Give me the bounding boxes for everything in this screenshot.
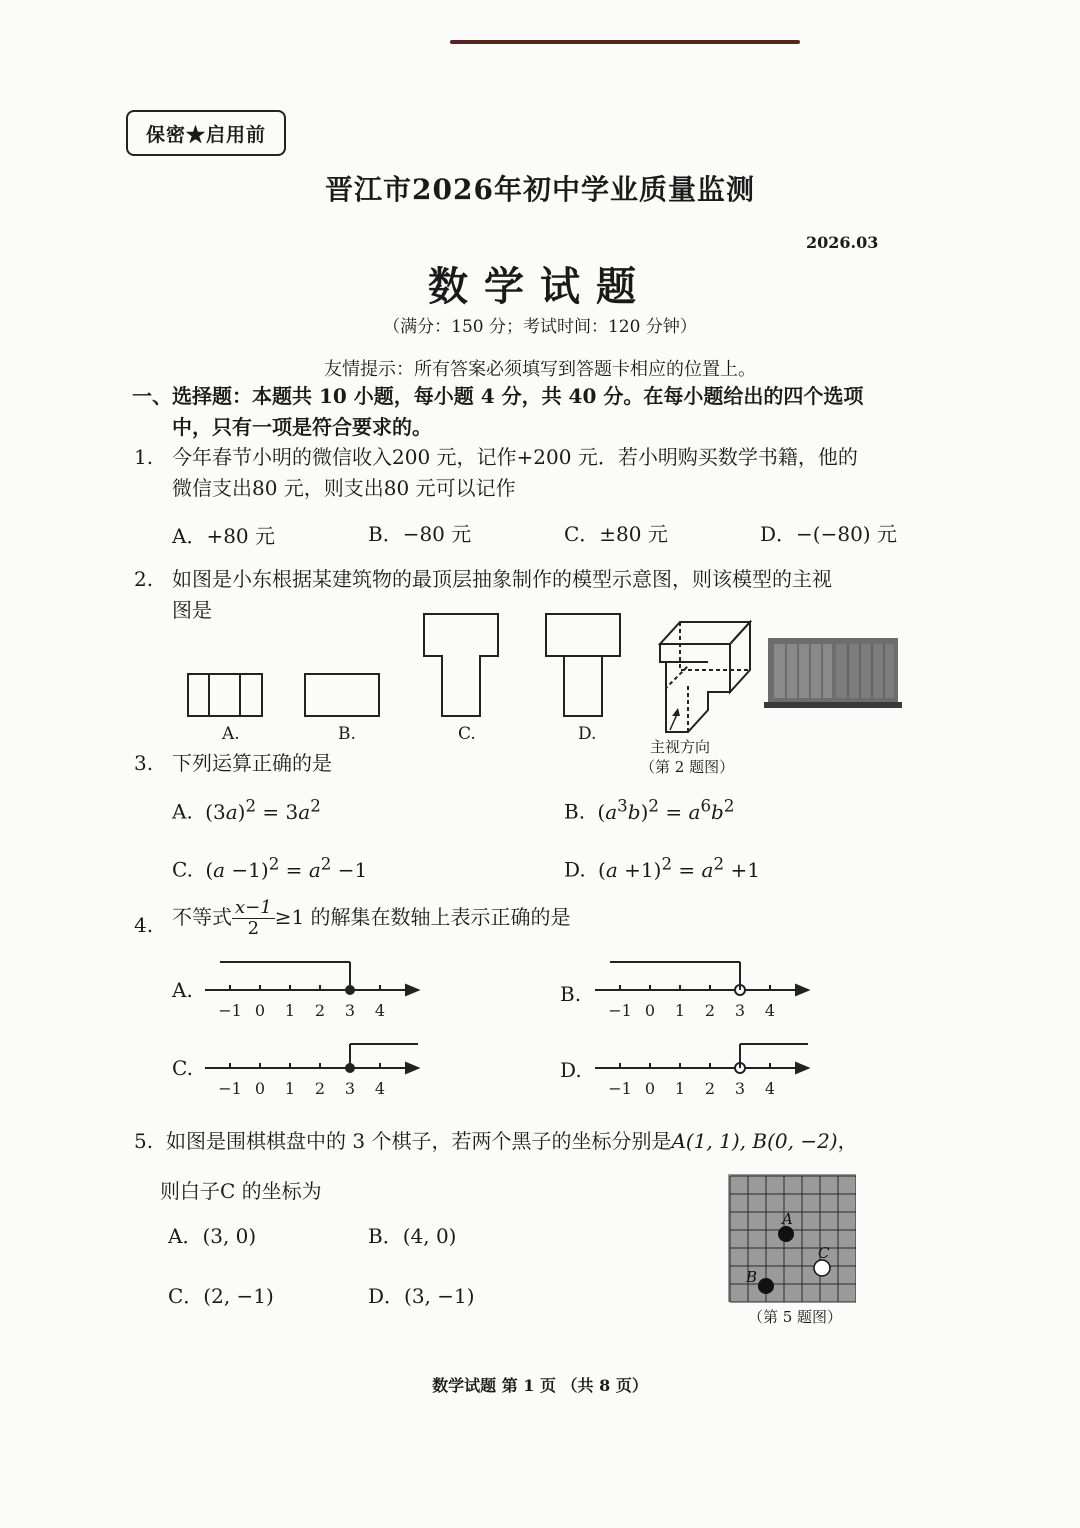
q2-view-direction: 主视方向 bbox=[649, 738, 710, 756]
q1-number: 1. bbox=[134, 445, 154, 469]
tip-text: 友情提示：所有答案必须填写到答题卡相应的位置上。 bbox=[324, 359, 756, 380]
tick-label: 0 bbox=[254, 1079, 266, 1098]
q4-stem-post: ≥1 的解集在数轴上表示正确的是 bbox=[274, 905, 571, 929]
q2-view-a bbox=[188, 674, 262, 716]
q5-stem-post: ， bbox=[837, 1129, 858, 1153]
tick-label: 1 bbox=[284, 1001, 296, 1020]
q2-stem-line2: 图是 bbox=[172, 598, 212, 622]
q3-option-a bbox=[172, 796, 321, 824]
section-heading-line1: 一、选择题：本题共 10 小题，每小题 4 分，共 40 分。在每小题给出的四个选项 bbox=[132, 384, 864, 408]
q4-stem-pre: 不等式 bbox=[172, 905, 232, 929]
tick-label: 4 bbox=[374, 1079, 386, 1098]
q5-stem-line1 bbox=[166, 1126, 936, 1157]
q5-option-a: A．(3, 0) bbox=[168, 1224, 257, 1248]
q5-coordinates: A(1, 1), B(0, −2) bbox=[671, 1129, 838, 1153]
q3-option-c-letter: C. bbox=[172, 857, 193, 882]
tick-label: 0 bbox=[254, 1001, 266, 1020]
tick-label: 4 bbox=[764, 1001, 776, 1020]
label-c: C bbox=[818, 1244, 830, 1262]
q5-caption: （第 5 题图） bbox=[747, 1308, 843, 1326]
q3-option-a-math: $(3a)^2 = 3a^2$ bbox=[205, 796, 321, 824]
q5-stem-line2: 则白子C 的坐标为 bbox=[160, 1179, 322, 1203]
q3-option-d-math: $(a +1)^2 = a^2 +1$ bbox=[598, 854, 760, 882]
q4-numberline-b bbox=[590, 950, 820, 1025]
q3-option-d-letter: D. bbox=[564, 857, 586, 882]
q4-frac-denominator: 2 bbox=[247, 918, 260, 939]
q3-number: 3. bbox=[134, 751, 154, 775]
q4-numberline-a bbox=[200, 950, 430, 1025]
q4-frac-numerator: x−1 bbox=[232, 898, 275, 919]
tick-label: 2 bbox=[314, 1079, 326, 1098]
q2-caption: （第 2 题图） bbox=[640, 758, 735, 776]
tick-label: 3 bbox=[344, 1079, 356, 1098]
q4-option-d-letter: D. bbox=[560, 1058, 582, 1082]
score-info: （满分：150 分；考试时间：120 分钟） bbox=[383, 317, 697, 337]
q1-option-a: A．+80 元 bbox=[172, 524, 276, 548]
tick-label: 3 bbox=[344, 1001, 356, 1020]
q1-option-c: C．±80 元 bbox=[564, 522, 668, 546]
q4-numberline-d bbox=[590, 1028, 820, 1103]
q4-option-c-letter: C. bbox=[172, 1056, 193, 1080]
q4-stem bbox=[172, 898, 571, 939]
tick-label: 1 bbox=[674, 1079, 686, 1098]
black-stone-b bbox=[758, 1278, 774, 1294]
q4-option-b-letter: B. bbox=[560, 982, 582, 1006]
tick-label: −1 bbox=[608, 1001, 632, 1020]
q2-label-d: D. bbox=[578, 724, 597, 744]
subject-title: 数学试题 bbox=[428, 263, 652, 310]
q3-option-d bbox=[564, 854, 760, 882]
tick-label: 1 bbox=[284, 1079, 296, 1098]
tick-label: −1 bbox=[608, 1079, 632, 1098]
q1-stem-line2: 微信支出80 元，则支出80 元可以记作 bbox=[172, 476, 516, 500]
q2-number: 2. bbox=[134, 567, 154, 591]
tick-label: −1 bbox=[218, 1001, 242, 1020]
tick-label: 3 bbox=[734, 1001, 746, 1020]
q4-fraction bbox=[232, 898, 275, 939]
view-arrow-icon bbox=[672, 708, 680, 716]
exam-date: 2026.03 bbox=[806, 233, 879, 252]
q2-view-b bbox=[305, 674, 379, 716]
label-b: B bbox=[746, 1268, 758, 1286]
tick-label: −1 bbox=[218, 1079, 242, 1098]
go-board bbox=[728, 1174, 856, 1304]
q2-label-a: A. bbox=[222, 724, 240, 744]
label-a: A bbox=[782, 1210, 793, 1228]
q4-number: 4. bbox=[134, 913, 154, 937]
scan-edge-mark bbox=[450, 40, 800, 44]
tick-label: 4 bbox=[764, 1079, 776, 1098]
q4-numberline-c bbox=[200, 1028, 430, 1103]
page-footer: 数学试题 第 1 页 （共 8 页） bbox=[432, 1376, 648, 1395]
q2-view-d bbox=[546, 614, 620, 716]
building-photo bbox=[764, 638, 902, 708]
q4-option-a-letter: A. bbox=[172, 978, 193, 1002]
tick-label: 2 bbox=[704, 1079, 716, 1098]
black-stone-a bbox=[778, 1226, 794, 1242]
tick-label: 2 bbox=[704, 1001, 716, 1020]
q1-option-b: B．−80 元 bbox=[368, 522, 472, 546]
q3-option-c-math: $(a -1)^2 = a^2 -1$ bbox=[205, 854, 368, 882]
q1-stem-line1: 今年春节小明的微信收入200 元，记作+200 元．若小明购买数学书籍，他的 bbox=[172, 445, 858, 469]
q1-stem bbox=[172, 442, 932, 504]
q3-option-b-letter: B. bbox=[564, 799, 586, 824]
exam-title: 晋江市2026年初中学业质量监测 bbox=[325, 173, 755, 206]
q2-stem-line1: 如图是小东根据某建筑物的最顶层抽象制作的模型示意图，则该模型的主视 bbox=[172, 567, 832, 591]
section-heading-line2: 中，只有一项是符合要求的。 bbox=[172, 415, 432, 439]
q5-stem-pre: 如图是围棋棋盘中的 3 个棋子，若两个黑子的坐标分别是 bbox=[166, 1129, 672, 1153]
q5-option-b: B．(4, 0) bbox=[368, 1224, 457, 1248]
tick-label: 4 bbox=[374, 1001, 386, 1020]
q5-number: 5. bbox=[134, 1129, 154, 1153]
q2-label-b: B. bbox=[338, 724, 356, 744]
q2-view-c bbox=[424, 614, 498, 716]
q2-label-c: C. bbox=[458, 724, 476, 744]
q3-stem: 下列运算正确的是 bbox=[172, 751, 332, 775]
q3-option-c bbox=[172, 854, 367, 882]
confidential-badge: 保密★启用前 bbox=[126, 110, 286, 156]
tick-label: 2 bbox=[314, 1001, 326, 1020]
q1-option-d: D．−(−80) 元 bbox=[760, 522, 897, 546]
tick-label: 3 bbox=[734, 1079, 746, 1098]
white-stone-c bbox=[814, 1260, 830, 1276]
tick-label: 0 bbox=[644, 1001, 656, 1020]
q5-option-d: D．(3, −1) bbox=[368, 1284, 475, 1308]
q3-option-b bbox=[564, 796, 734, 824]
q5-option-c: C．(2, −1) bbox=[168, 1284, 274, 1308]
tick-label: 0 bbox=[644, 1079, 656, 1098]
section-heading bbox=[132, 381, 952, 443]
tick-label: 1 bbox=[674, 1001, 686, 1020]
q3-option-b-math: $(a^3b)^2 = a^6b^2$ bbox=[597, 796, 735, 824]
q3-option-a-letter: A. bbox=[172, 799, 193, 824]
